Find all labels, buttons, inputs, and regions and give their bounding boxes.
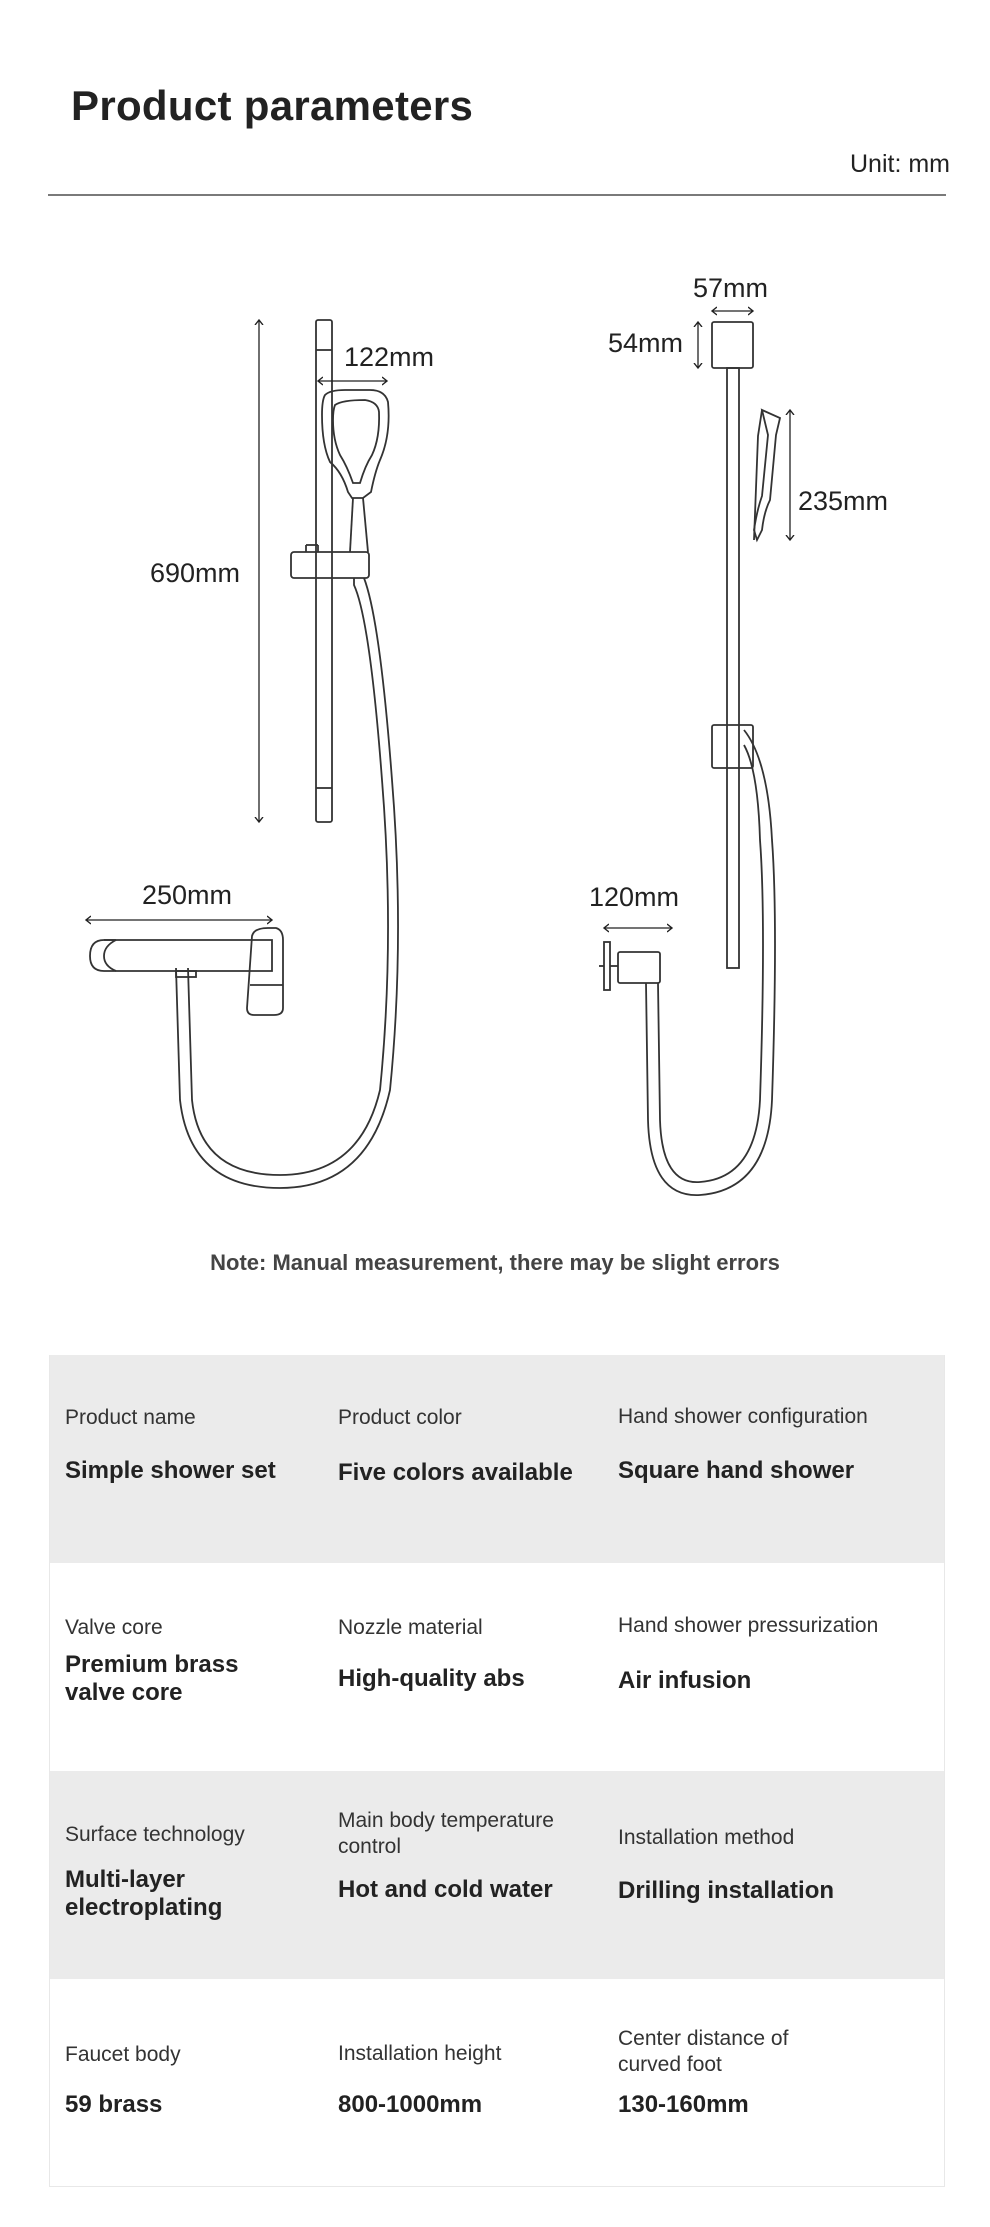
spec-value: Premium brass valve core bbox=[65, 1651, 239, 1706]
dimension-lines bbox=[86, 311, 790, 928]
dim-head-width-label: 122mm bbox=[344, 342, 435, 372]
spec-value: Five colors available bbox=[338, 1459, 573, 1486]
spec-value: Multi-layer electroplating bbox=[65, 1866, 223, 1921]
dim-faucet-length-label: 250mm bbox=[142, 880, 233, 910]
spec-value: Simple shower set bbox=[65, 1457, 276, 1484]
left-shower-set bbox=[90, 320, 398, 1188]
spec-value: High-quality abs bbox=[338, 1665, 525, 1692]
spec-label: Center distance of curved foot bbox=[618, 2027, 789, 2076]
dim-holder-width-label: 57mm bbox=[693, 273, 769, 303]
measurement-note: Note: Manual measurement, there may be slight errors bbox=[210, 1250, 780, 1275]
spec-value: Hot and cold water bbox=[338, 1876, 553, 1903]
dimension-diagram bbox=[0, 240, 990, 1240]
right-shower-set bbox=[599, 322, 780, 1195]
spec-value: Drilling installation bbox=[618, 1877, 835, 1904]
spec-label: Main body temperature control bbox=[338, 1809, 554, 1858]
spec-row bbox=[49, 1979, 945, 2187]
spec-value: Square hand shower bbox=[618, 1457, 855, 1484]
spec-value: 800-1000mm bbox=[338, 2091, 483, 2118]
spec-label: Product color bbox=[338, 1406, 462, 1429]
spec-label: Installation method bbox=[618, 1826, 795, 1849]
spec-value: 130-160mm bbox=[618, 2091, 749, 2118]
dim-holder-height-label: 54mm bbox=[608, 328, 684, 358]
spec-table bbox=[49, 1355, 945, 2187]
page-title: Product parameters bbox=[71, 82, 474, 129]
spec-label: Nozzle material bbox=[338, 1616, 483, 1639]
header-divider bbox=[48, 194, 946, 196]
dim-head-length-label: 235mm bbox=[798, 486, 889, 516]
dim-height-label: 690mm bbox=[150, 558, 241, 588]
spec-label: Hand shower configuration bbox=[618, 1405, 868, 1428]
spec-value: Air infusion bbox=[618, 1667, 752, 1694]
spec-row bbox=[49, 1355, 945, 1563]
spec-label: Faucet body bbox=[65, 2043, 181, 2066]
spec-label: Hand shower pressurization bbox=[618, 1614, 879, 1637]
spec-row bbox=[49, 1563, 945, 1771]
unit-label: Unit: mm bbox=[850, 150, 950, 178]
spec-label: Installation height bbox=[338, 2042, 502, 2065]
spec-label: Product name bbox=[65, 1406, 196, 1429]
spec-label: Surface technology bbox=[65, 1823, 245, 1846]
dim-elbow-length-label: 120mm bbox=[589, 882, 680, 912]
spec-label: Valve core bbox=[65, 1616, 163, 1639]
spec-row bbox=[49, 1771, 945, 1979]
shower-set-drawing bbox=[0, 240, 990, 1240]
spec-value: 59 brass bbox=[65, 2091, 163, 2118]
